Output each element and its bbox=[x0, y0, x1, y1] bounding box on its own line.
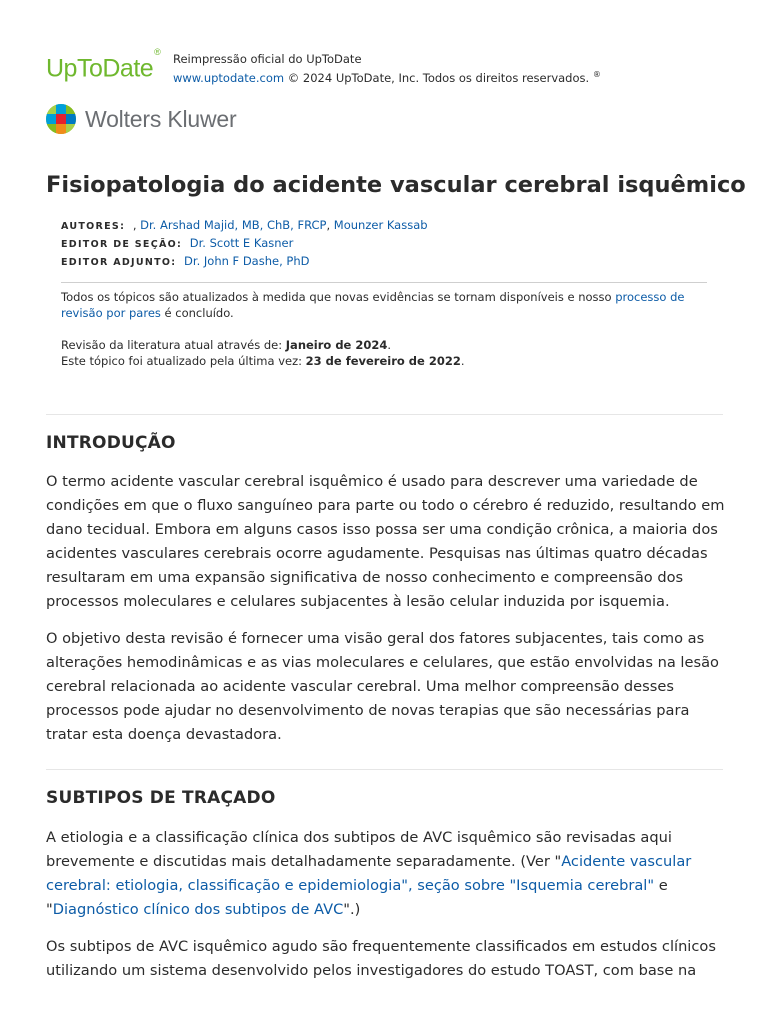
author-link[interactable]: Mounzer Kassab bbox=[333, 218, 428, 232]
deputy-editor-link[interactable]: Dr. John F Dashe, PhD bbox=[184, 254, 310, 268]
reprint-line: Reimpressão oficial do UpToDate bbox=[173, 52, 362, 66]
lit-review-line: Revisão da literatura atual através de: Janeiro de 2024. bbox=[61, 338, 392, 352]
wolters-kluwer-globe-icon bbox=[46, 104, 76, 134]
diagnosis-topic-link[interactable]: Diagnóstico clínico dos subtipos de AVC bbox=[52, 901, 344, 918]
author-link[interactable]: Dr. Arshad Majid, MB, ChB, FRCP bbox=[140, 218, 327, 232]
section-editor-label: EDITOR DE SEÇÃO: bbox=[61, 239, 183, 250]
authors-label: AUTORES: bbox=[61, 221, 126, 232]
intro-paragraph-2: O objetivo desta revisão é fornecer uma visão geral dos fatores subjacentes, tais como as alterações hemodinâmicas e as vias moleculares e celulares, que estão envolvidas na lesão cerebral relacionada ao acidente vascular cerebral. Uma melhor compreensão desses processos pode ajudar no desenvolvimento de novas terapias que são necessárias para tratar esta doença devastadora. bbox=[46, 630, 719, 743]
subtypes-paragraph-2: Os subtipos de AVC isquêmico agudo são frequentemente classificados em estudos clínicos utilizando um sistema desenvolvido pelos investigadores do estudo TOAST, com base na bbox=[46, 938, 716, 979]
authors-row: AUTORES: , Dr. Arshad Majid, MB, ChB, FRCP, Mounzer Kassab bbox=[61, 218, 428, 232]
section-divider bbox=[46, 414, 723, 415]
uptodate-logo: UpToDate® bbox=[46, 47, 161, 83]
last-updated-line: Este tópico foi atualizado pela última vez: 23 de fevereiro de 2022. bbox=[61, 354, 465, 368]
article-metadata bbox=[61, 217, 711, 271]
deputy-editor-label: EDITOR ADJUNTO: bbox=[61, 257, 177, 268]
copyright-line: www.uptodate.com © 2024 UpToDate, Inc. Todos os direitos reservados. ® bbox=[173, 70, 601, 85]
reprint-notice bbox=[173, 51, 601, 86]
wolters-kluwer-logo bbox=[46, 104, 306, 134]
wolters-kluwer-name: Wolters Kluwer bbox=[85, 106, 237, 132]
subtypes-heading: SUBTIPOS DE TRAÇADO bbox=[46, 788, 276, 808]
section-editor-link[interactable]: Dr. Scott E Kasner bbox=[189, 236, 294, 250]
section-divider bbox=[46, 769, 723, 770]
section-editor-row bbox=[61, 235, 711, 253]
uptodate-site-link[interactable]: www.uptodate.com bbox=[173, 70, 285, 85]
metadata-divider bbox=[61, 282, 707, 283]
intro-heading: INTRODUÇÃO bbox=[46, 433, 176, 453]
article-title: Fisiopatologia do acidente vascular cerebral isquêmico bbox=[46, 172, 746, 198]
uptodate-header bbox=[46, 48, 736, 88]
subtypes-paragraph-1: A etiologia e a classificação clínica dos subtipos de AVC isquêmico são revisadas aqui brevemente e discutidas mais detalhadamente separadamente. (Ver "Acidente vascular cerebral: etiologia, classificação e epidemiologia", seção sobre "Isquemia cerebral" e "Diagnóstico clínico dos subtipos de AVC".) bbox=[46, 829, 692, 918]
literature-review-info bbox=[61, 337, 711, 369]
intro-paragraph-1: O termo acidente vascular cerebral isquêmico é usado para descrever uma variedade de condições em que o fluxo sanguíneo para parte ou todo o cérebro é reduzido, resultando em dano tecidual. Embora em alguns casos isso possa ser uma condição crônica, a maioria dos acidentes vasculares cerebrais ocorre agudamente. Pesquisas nas últimas quatro décadas resultaram em uma expansão significativa de nosso conhecimento e compreensão dos processos moleculares e celulares subjacentes à lesão celular induzida por isquemia. bbox=[46, 473, 725, 610]
peer-review-link[interactable]: processo de revisão por pares bbox=[61, 290, 685, 320]
etiology-topic-link[interactable]: Acidente vascular cerebral: etiologia, classificação e epidemiologia", seção sobre "Isquemia cerebral" bbox=[46, 853, 692, 894]
deputy-editor-row bbox=[61, 253, 711, 271]
update-notice: Todos os tópicos são atualizados à medida que novas evidências se tornam disponíveis e nosso processo de revisão por pares é concluído. bbox=[61, 290, 685, 320]
